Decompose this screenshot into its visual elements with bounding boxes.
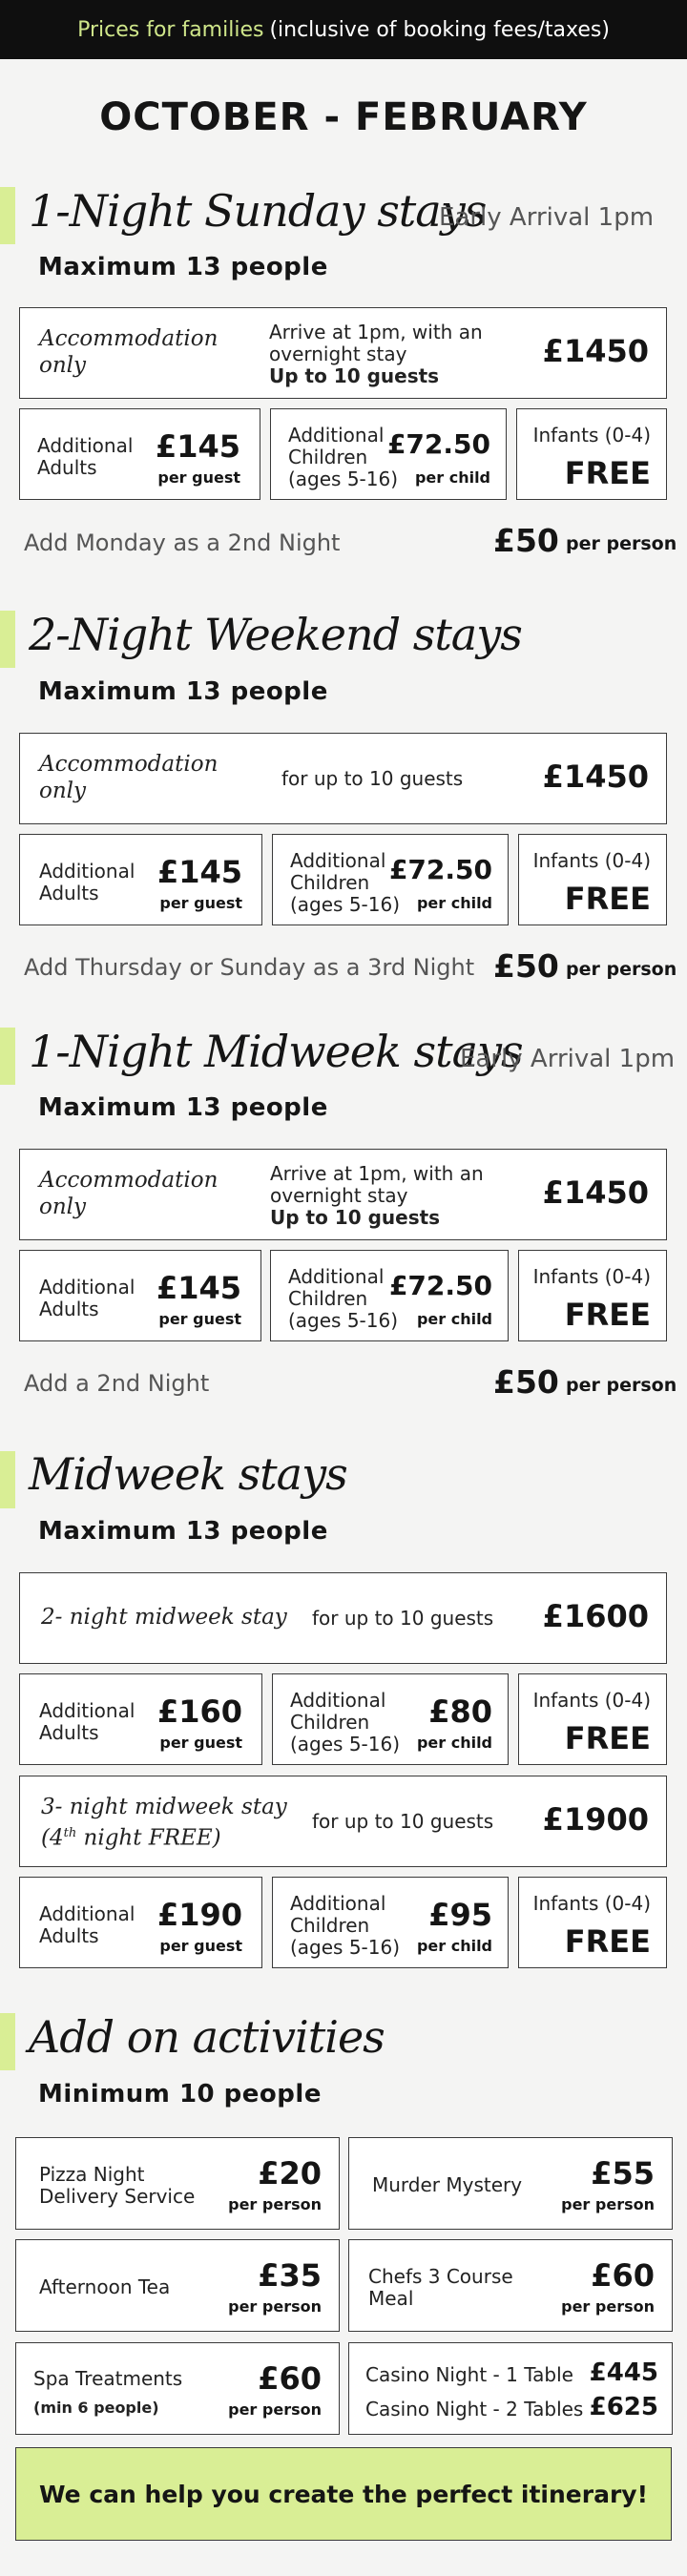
children-label: Additional [288, 1265, 385, 1288]
stay-note-sup: th [63, 1826, 77, 1840]
section-accent-bar [0, 2013, 15, 2070]
activity-price: £60 [591, 2257, 655, 2294]
children-label: Additional [288, 424, 385, 447]
infants-price: FREE [564, 1923, 651, 1960]
adults-card [19, 1673, 262, 1765]
infants-card [518, 1250, 667, 1341]
adults-label: Additional [39, 1902, 135, 1925]
children-label: Children [288, 1287, 368, 1310]
adults-label: Adults [39, 882, 99, 904]
adults-unit: per guest [158, 1310, 241, 1328]
section-accent-bar [0, 1451, 15, 1508]
activity-price: £55 [591, 2155, 655, 2192]
pricing-banner [0, 0, 687, 59]
children-unit: per child [416, 1310, 492, 1328]
extra-night-price: £50 [493, 522, 559, 559]
cta-text: We can help you create the perfect itinerary! [39, 2480, 648, 2508]
children-price: £72.50 [388, 1270, 492, 1301]
adults-label: Additional [39, 1699, 135, 1722]
children-unit: per child [416, 1734, 492, 1752]
children-age: (ages 5-16) [288, 1309, 399, 1332]
max-guests: Maximum 13 people [38, 1093, 328, 1122]
infants-card [518, 1673, 667, 1765]
stay-label: 2- night midweek stay [41, 1605, 287, 1630]
section-title: Add on activities [29, 2011, 385, 2063]
children-card [270, 408, 507, 500]
adults-card [19, 834, 262, 925]
children-unit: per child [416, 1937, 492, 1955]
accommodation-desc: Arrive at 1pm, with an [270, 1162, 484, 1185]
section-accent-bar [0, 611, 15, 668]
accommodation-price: £1450 [542, 1174, 649, 1211]
max-guests: Maximum 13 people [38, 677, 328, 706]
children-card [272, 1877, 509, 1968]
activity-unit: per person [228, 2297, 322, 2316]
adults-card [19, 408, 260, 500]
stay-desc: for up to 10 guests [312, 1607, 494, 1630]
stay-price: £1900 [542, 1801, 649, 1838]
adults-price: £160 [156, 1693, 242, 1730]
accommodation-price: £1450 [542, 758, 649, 795]
accommodation-desc: overnight stay [270, 1184, 408, 1207]
infants-card [516, 408, 667, 500]
children-label: Additional [290, 1689, 386, 1712]
activity-murder-card [348, 2137, 673, 2230]
section-title: 2-Night Weekend stays [29, 609, 522, 660]
accommodation-card [19, 307, 667, 399]
accommodation-desc: overnight stay [269, 343, 407, 365]
activity-note: (min 6 people) [33, 2399, 159, 2417]
min-guests: Minimum 10 people [38, 2080, 322, 2109]
activity-unit: per person [561, 2195, 655, 2213]
accommodation-capacity: Up to 10 guests [269, 364, 440, 387]
extra-night-text: Add a 2nd Night [24, 1370, 210, 1397]
accommodation-label: Accommodation only [39, 1168, 219, 1219]
children-unit: per child [414, 468, 490, 487]
section-accent-bar [0, 1028, 15, 1085]
stay-label-note [41, 1820, 221, 1852]
activity-price: £60 [258, 2360, 322, 2397]
activity-label: Pizza Night [39, 2163, 145, 2186]
banner-text: (inclusive of booking fees/taxes) [269, 17, 610, 42]
infants-card [518, 834, 667, 925]
activity-label: Meal [368, 2287, 414, 2310]
adults-label: Adults [39, 1298, 99, 1320]
midweek-3night-card [19, 1776, 667, 1867]
activity-price: £445 [589, 2358, 658, 2387]
accommodation-card [19, 1149, 667, 1240]
adults-price: £145 [156, 854, 242, 890]
children-label: Additional [290, 849, 386, 872]
activity-label: Casino Night - 2 Tables [365, 2398, 584, 2420]
section-subtitle: Early Arrival 1pm [439, 203, 655, 232]
stay-label: 3- night midweek stay [41, 1795, 287, 1819]
accommodation-label: Accommodation only [39, 752, 219, 803]
accommodation-label: Accommodation only [39, 326, 219, 378]
children-price: £80 [428, 1693, 492, 1730]
extra-night-text: Add Thursday or Sunday as a 3rd Night [24, 954, 475, 981]
stay-note-text: (4 [41, 1825, 64, 1851]
activity-label: Delivery Service [39, 2185, 196, 2208]
extra-night-unit: per person [566, 533, 677, 554]
children-label: Children [290, 1711, 370, 1734]
extra-night-text: Add Monday as a 2nd Night [24, 530, 341, 556]
children-price: £72.50 [386, 428, 490, 460]
adults-card [19, 1250, 261, 1341]
activity-label: Murder Mystery [372, 2173, 523, 2196]
accommodation-desc: for up to 10 guests [281, 767, 464, 790]
stay-price: £1600 [542, 1598, 649, 1634]
infants-label: Infants (0-4) [532, 849, 651, 872]
children-age: (ages 5-16) [290, 1936, 401, 1959]
infants-price: FREE [564, 455, 651, 491]
extra-night-unit: per person [566, 959, 677, 980]
adults-price: £145 [156, 1270, 241, 1306]
section-title: 1-Night Sunday stays [29, 185, 487, 237]
infants-label: Infants (0-4) [532, 1892, 651, 1915]
activity-chef-card [348, 2239, 673, 2332]
adults-label: Adults [39, 1924, 99, 1947]
adults-label: Adults [37, 456, 97, 479]
children-card [272, 1673, 509, 1765]
midweek-2night-card [19, 1572, 667, 1664]
extra-night-price: £50 [493, 947, 559, 985]
children-age: (ages 5-16) [290, 893, 401, 916]
adults-card [19, 1877, 262, 1968]
page-title: OCTOBER - FEBRUARY [99, 95, 588, 139]
children-label: Additional [290, 1892, 386, 1915]
adults-label: Additional [37, 434, 134, 457]
children-label: Children [290, 1914, 370, 1937]
accommodation-capacity: Up to 10 guests [270, 1206, 441, 1229]
section-title: Midweek stays [29, 1448, 347, 1500]
adults-label: Additional [39, 860, 135, 883]
adults-unit: per guest [159, 894, 242, 912]
activity-casino-card [348, 2342, 673, 2435]
activity-label: Casino Night - 1 Table [365, 2363, 573, 2386]
itinerary-cta-banner[interactable] [15, 2447, 672, 2541]
infants-label: Infants (0-4) [532, 1265, 651, 1288]
extra-night-price: £50 [493, 1363, 559, 1401]
adults-price: £145 [155, 428, 240, 465]
banner-highlight: Prices for families [77, 17, 264, 42]
infants-label: Infants (0-4) [532, 424, 651, 447]
adults-price: £190 [156, 1897, 242, 1933]
activity-label: Chefs 3 Course [368, 2265, 513, 2288]
infants-price: FREE [564, 1720, 651, 1756]
children-age: (ages 5-16) [288, 467, 399, 490]
accommodation-price: £1450 [542, 333, 649, 369]
children-price: £72.50 [388, 854, 492, 885]
activity-unit: per person [228, 2400, 322, 2419]
children-card [272, 834, 509, 925]
activity-label: Spa Treatments [33, 2367, 183, 2390]
adults-unit: per guest [159, 1937, 242, 1955]
activity-price: £20 [258, 2155, 322, 2192]
section-accent-bar [0, 187, 15, 244]
children-age: (ages 5-16) [290, 1733, 401, 1755]
activity-unit: per person [228, 2195, 322, 2213]
activity-pizza-card [15, 2137, 340, 2230]
infants-label: Infants (0-4) [532, 1689, 651, 1712]
activity-label: Afternoon Tea [39, 2275, 171, 2298]
infants-card [518, 1877, 667, 1968]
activity-tea-card [15, 2239, 340, 2332]
adults-unit: per guest [159, 1734, 242, 1752]
activity-unit: per person [561, 2297, 655, 2316]
section-title: 1-Night Midweek stays [29, 1026, 523, 1077]
stay-note-text: night FREE) [76, 1825, 221, 1851]
accommodation-desc: Arrive at 1pm, with an [269, 321, 483, 343]
children-card [270, 1250, 509, 1341]
children-unit: per child [416, 894, 492, 912]
section-subtitle: Early Arrival 1pm [460, 1045, 676, 1073]
max-guests: Maximum 13 people [38, 253, 328, 281]
adults-label: Adults [39, 1721, 99, 1744]
children-label: Children [290, 871, 370, 894]
infants-price: FREE [564, 1297, 651, 1333]
children-price: £95 [428, 1897, 492, 1933]
adults-label: Additional [39, 1276, 135, 1298]
activity-price: £625 [589, 2393, 658, 2421]
activity-price: £35 [258, 2257, 322, 2294]
adults-unit: per guest [157, 468, 240, 487]
activity-spa-card [15, 2342, 340, 2435]
children-label: Children [288, 446, 368, 468]
max-guests: Maximum 13 people [38, 1517, 328, 1546]
accommodation-card [19, 733, 667, 824]
extra-night-unit: per person [566, 1375, 677, 1396]
infants-price: FREE [564, 881, 651, 917]
stay-desc: for up to 10 guests [312, 1810, 494, 1833]
